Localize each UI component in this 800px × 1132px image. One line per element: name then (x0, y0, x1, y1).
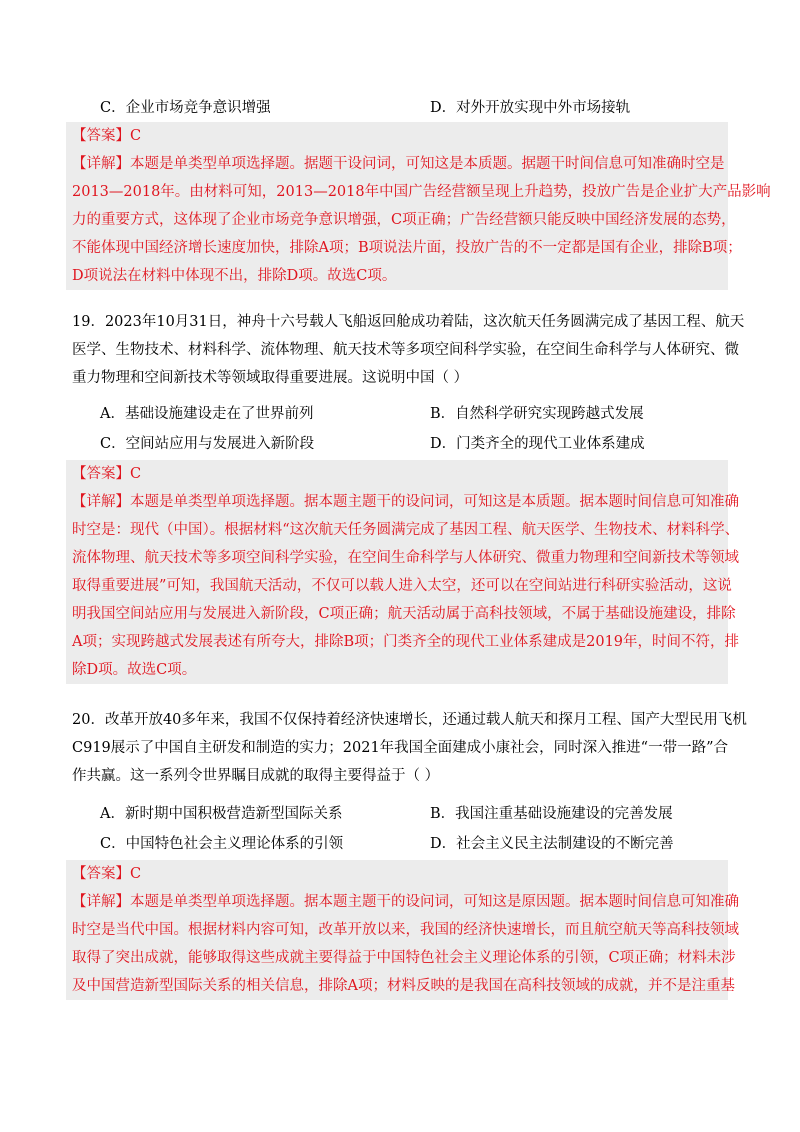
q18-option-c: C．企业市场竞争意识增强 (100, 100, 271, 116)
q20-detail-line: 及中国营造新型国际关系的相关信息，排除A项；材料反映的是我国在高科技领域的成就，并不是注重基 (72, 978, 735, 994)
q20-stem-line: 作共赢。这一系列令世界瞩目成就的取得主要得益于（ ） (72, 768, 440, 784)
q20-stem-line: C919展示了中国自主研发和制造的实力；2021年我国全面建成小康社会，同时深入推进“一带一路”合 (72, 740, 728, 756)
q20-answer-block (66, 860, 739, 1000)
q20-answer: 【答案】C (72, 866, 142, 882)
q19-detail-line: 【详解】本题是单类型单项选择题。据本题主题干的设问词，可知这是本质题。据本题时间信息可知准确 (72, 494, 739, 510)
q18-detail-line: D项说法在材料中体现不出，排除D项。故选C项。 (72, 268, 397, 284)
q19-stem-line: 医学、生物技术、材料科学、流体物理、航天技术等多项空间科学实验，在空间生命科学与人体研究、微 (72, 342, 739, 358)
q19-option-a: A．基础设施建设走在了世界前列 (100, 406, 314, 422)
q20-option-d: D．社会主义民主法制建设的不断完善 (430, 836, 674, 852)
q19-stem-line: 19．2023年10月31日，神舟十六号载人飞船返回舱成功着陆，这次航天任务圆满完成了基因工程、航天 (72, 314, 745, 330)
q18-option-d: D．对外开放实现中外市场接轨 (430, 100, 631, 116)
q20-option-a: A．新时期中国积极营造新型国际关系 (100, 806, 343, 822)
q20-detail-line: 【详解】本题是单类型单项选择题。据本题主题干的设问词，可知这是原因题。据本题时间信息可知准确 (72, 894, 739, 910)
q18-answer: 【答案】C (72, 128, 142, 144)
q18-detail-line: 力的重要方式，这体现了企业市场竞争意识增强，C项正确；广告经营额只能反映中国经济发展的态势， (72, 212, 736, 228)
q18-detail-line: 不能体现中国经济增长速度加快，排除A项；B项说法片面，投放广告的不一定都是国有企业，排除B项； (72, 240, 742, 256)
q19-detail-line: 时空是：现代（中国）。根据材料“这次航天任务圆满完成了基因工程、航天医学、生物技术、材料科学、 (72, 522, 740, 538)
q19-answer: 【答案】C (72, 466, 142, 482)
q20-option-b: B．我国注重基础设施建设的完善发展 (430, 806, 673, 822)
q19-answer-block (66, 460, 740, 684)
q18-options (72, 94, 728, 122)
q19-detail-line: 取得重要进展”可知，我国航天活动，不仅可以载人进入太空，还可以在空间站进行科研实验活动，这说 (72, 578, 732, 594)
q19-detail-line: A项；实现跨越式发展表述有所夸大，排除B项；门类齐全的现代工业体系建成是2019年，时间不符，排 (72, 634, 740, 650)
q19-options-row-2 (72, 430, 728, 458)
q19-stem (72, 308, 745, 392)
q19-detail-line: 流体物理、航天技术等多项空间科学实验，在空间生命科学与人体研究、微重力物理和空间新技术等领域 (72, 550, 739, 566)
q19-option-c: C．空间站应用与发展进入新阶段 (100, 436, 315, 452)
q19-option-b: B．自然科学研究实现跨越式发展 (430, 406, 644, 422)
q19-detail-line: 明我国空间站应用与发展进入新阶段，C项正确；航天活动属于高科技领域，不属于基础设施建设，排除 (72, 606, 736, 622)
q19-option-d: D．门类齐全的现代工业体系建成 (430, 436, 645, 452)
q20-stem (72, 706, 747, 790)
q18-detail-line: 2013—2018年。由材料可知，2013—2018年中国广告经营额呈现上升趋势，投放广告是企业扩大产品影响 (72, 184, 771, 200)
q20-stem-line: 20．改革开放40多年来，我国不仅保持着经济快速增长，还通过载人航天和探月工程、国产大型民用飞机 (72, 712, 747, 728)
q19-detail-line: 除D项。故选C项。 (72, 662, 197, 678)
q19-stem-line: 重力物理和空间新技术等领域取得重要进展。这说明中国（ ） (72, 370, 469, 386)
q18-answer-block (66, 122, 771, 290)
q20-options-row-2 (72, 830, 728, 858)
q20-options-row-1 (72, 800, 728, 828)
q20-detail-line: 取得了突出成就，能够取得这些成就主要得益于中国特色社会主义理论体系的引领，C项正确；材料未涉 (72, 950, 736, 966)
q19-options-row-1 (72, 400, 728, 428)
q20-option-c: C．中国特色社会主义理论体系的引领 (100, 836, 344, 852)
q20-detail-line: 时空是当代中国。根据材料内容可知，改革开放以来，我国的经济快速增长，而且航空航天等高科技领域 (72, 922, 739, 938)
q18-detail-line: 【详解】本题是单类型单项选择题。据题干设问词，可知这是本质题。据题干时间信息可知准确时空是 (72, 156, 725, 172)
